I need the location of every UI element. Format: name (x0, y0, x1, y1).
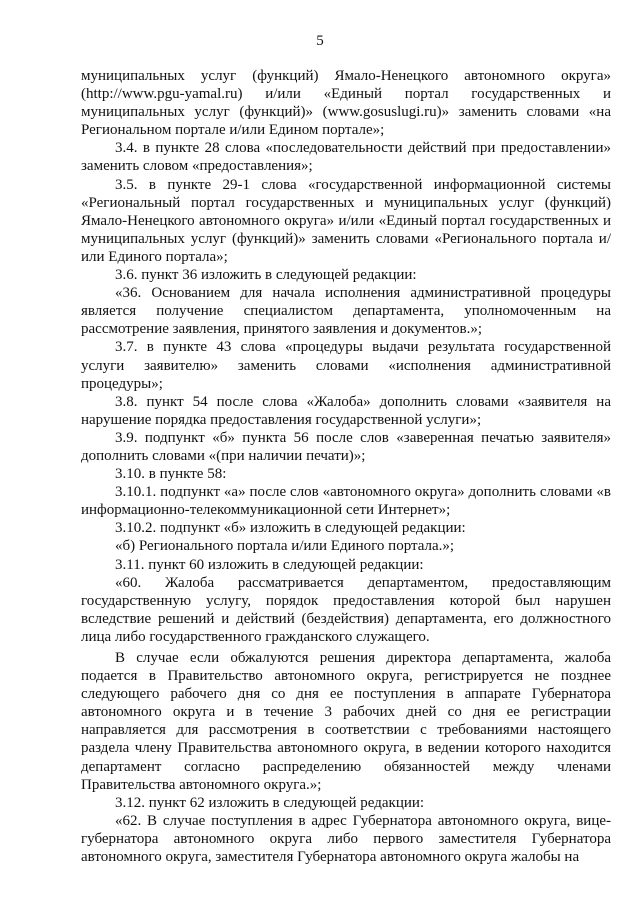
paragraph-3-10-1: 3.10.1. подпункт «а» после слов «автономного округа» дополнить словами «в информационно-телекоммуникационной сети Интернет»; (81, 484, 611, 519)
paragraph-60-continued: В случае если обжалуются решения директора департамента, жалоба подается в Правительство автономного округа, регистрируется не позднее следующего рабочего дня со дня ее поступления в аппарате Губернатора автономного округа и в течение 3 рабочих дней со дня ее регистрации направляется для рассмотрения в соответствии с требованиями настоящего раздела члену Правительства автономного округа, в ведении которого находится департамент согласно распределению обязанностей между членами Правительства автономного округа.»; (81, 650, 611, 793)
page-number: 5 (316, 33, 324, 49)
paragraph-3-10-2: 3.10.2. подпункт «б» изложить в следующей редакции: (115, 520, 466, 537)
paragraph-3-11: 3.11. пункт 60 изложить в следующей редакции: (115, 556, 424, 573)
paragraph-3-12: 3.12. пункт 62 изложить в следующей редакции: (115, 794, 425, 811)
paragraph-continuation: муниципальных услуг (функций) Ямало-Ненецкого автономного округа» (http://www.pgu-yamal.ru) и/или «Единый портал государственных и муниципальных услуг (функций)» (www.gosuslugi.ru)» заменить словами «на Региональном портале и/или Едином портале»; (81, 68, 611, 139)
paragraph-3-10: 3.10. в пункте 58: (115, 466, 227, 483)
paragraph-36-text: «36. Основанием для начала исполнения административной процедуры является получение специалистом департамента, уполномоченным на рассмотрение заявления, принятого заявления и документов.»; (81, 285, 611, 338)
document-body (81, 67, 611, 866)
paragraph-60-text: «60. Жалоба рассматривается департаментом, предоставляющим государственную услугу, порядок предоставления которой был нарушен вследствие решений и действий (бездействия) департамента, его должностного лица либо государственного гражданского служащего. (81, 574, 611, 645)
paragraph-3-7: 3.7. в пункте 43 слова «процедуры выдачи результата государственной услуги заявителю» заменить словами «исполнения административной процедуры»; (81, 339, 611, 392)
paragraph-3-8: 3.8. пункт 54 после слова «Жалоба» дополнить словами «заявителя на нарушение порядка предоставления государственной услуги»; (81, 393, 611, 428)
paragraph-b-text: «б) Регионального портала и/или Единого портала.»; (115, 538, 455, 555)
paragraph-62-text: «62. В случае поступления в адрес Губернатора автономного округа, вице-губернатора автономного округа либо первого заместителя Губернатора автономного округа, заместителя Губернатора автономного округа жалобы на (81, 812, 611, 866)
paragraph-3-5: 3.5. в пункте 29-1 слова «государственной информационной системы «Региональный портал государственных и муниципальных услуг (функций) Ямало-Ненецкого автономного округа» и/или «Единый портал государственных и муниципальных услуг (функций)» заменить словами «Регионального портала и/или Единого портала»; (81, 176, 611, 265)
paragraph-3-4: 3.4. в пункте 28 слова «последовательности действий при предоставлении» заменить словом «предоставления»; (81, 140, 611, 175)
paragraph-3-6: 3.6. пункт 36 изложить в следующей редакции: (115, 267, 417, 284)
paragraph-3-9: 3.9. подпункт «б» пункта 56 после слов «заверенная печатью заявителя» дополнить словами «(при наличии печати)»; (81, 429, 611, 464)
